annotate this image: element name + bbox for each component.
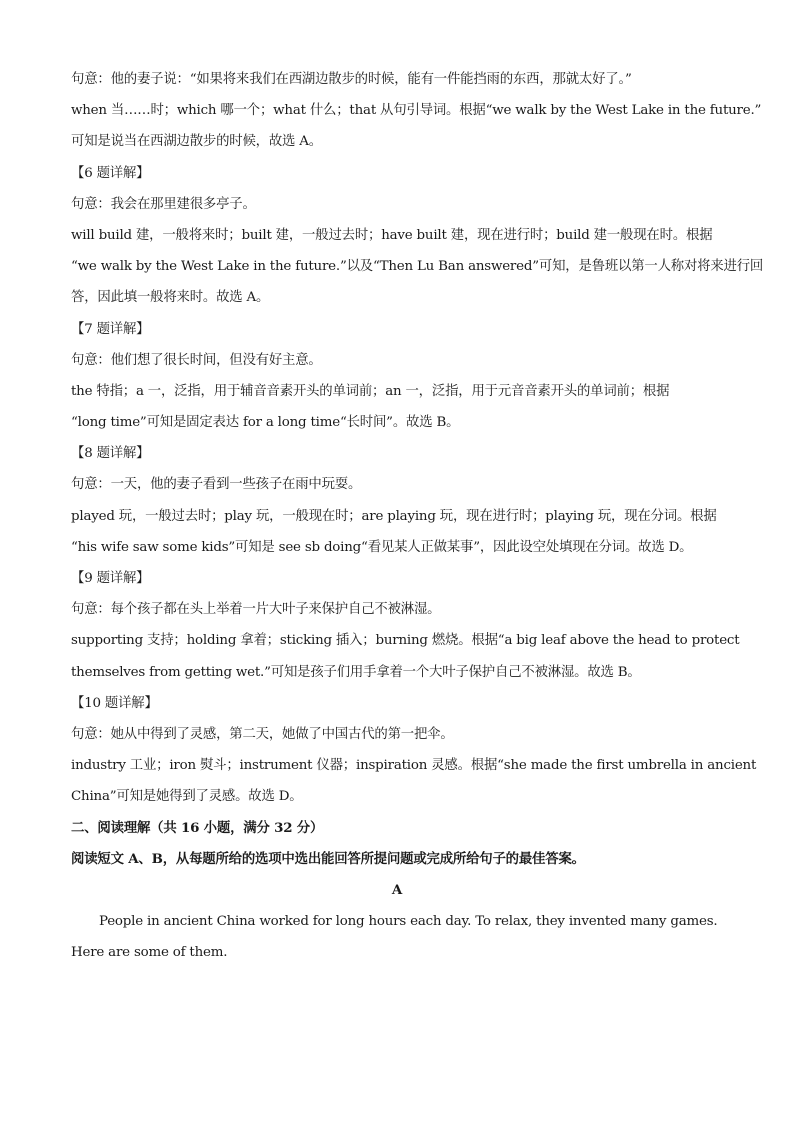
text-line: industry 工业；iron 熨斗；instrument 仪器；inspiration 灵感。根据“she made the first umbrella in ancient bbox=[71, 758, 757, 774]
bold-heading: 二、阅读理解（共 16 小题，满分 32 分） bbox=[71, 819, 324, 836]
text-line: played 玩，一般过去时；play 玩，一般现在时；are playing 玩，现在进行时；playing 玩，现在分词。根据 bbox=[71, 508, 717, 524]
document-page bbox=[71, 64, 764, 968]
section-heading: 【8 题详解】 bbox=[71, 446, 150, 462]
text-line: 句意：他的妻子说：“如果将来我们在西湖边散步的时候，能有一件能挡雨的东西，那就太好了。” bbox=[71, 72, 632, 87]
text-line: China”可知是她得到了灵感。故选 D。 bbox=[71, 789, 303, 805]
text-line: 句意：每个孩子都在头上举着一片大叶子来保护自己不被淋湿。 bbox=[71, 602, 441, 618]
text-line: 答，因此填一般将来时。故选 A。 bbox=[71, 290, 270, 306]
section-heading: 【6 题详解】 bbox=[71, 165, 150, 181]
text-line: “long time”可知是固定表达 for a long time“长时间”。故选 B。 bbox=[71, 415, 460, 431]
section-heading: 【9 题详解】 bbox=[71, 571, 150, 586]
text-line: 句意：我会在那里建很多亭子。 bbox=[71, 196, 256, 212]
text-line: when 当……时；which 哪一个；what 什么；that 从句引导词。根据“we walk by the West Lake in the future.” bbox=[71, 103, 762, 119]
text-line: 句意：一天，他的妻子看到一些孩子在雨中玩耍。 bbox=[71, 477, 362, 493]
text-line: themselves from getting wet.”可知是孩子们用手拿着一个大叶子保护自己不被淋湿。故选 B。 bbox=[71, 664, 641, 680]
text-line: “we walk by the West Lake in the future.”以及“Then Lu Ban answered”可知，是鲁班以第一人称对将来进行回 bbox=[71, 259, 764, 275]
bold-heading: 阅读短文 A、B，从每题所给的选项中选出能回答所提问题或完成所给句子的最佳答案。 bbox=[71, 850, 585, 867]
text-line: 句意：他们想了很长时间，但没有好主意。 bbox=[71, 352, 322, 368]
section-heading: 【7 题详解】 bbox=[71, 321, 150, 337]
text-line: 句意：她从中得到了灵感，第二天，她做了中国古代的第一把伞。 bbox=[71, 726, 454, 742]
passage-paragraph: People in ancient China worked for long hours each day. To relax, they invented many games. Here are some of them. bbox=[71, 914, 718, 961]
text-line: the 特指；a 一，泛指，用于辅音音素开头的单词前；an 一，泛指，用于元音音素开头的单词前；根据 bbox=[71, 383, 670, 399]
section-heading: 【10 题详解】 bbox=[71, 695, 158, 711]
text-line: 可知是说当在西湖边散步的时候，故选 A。 bbox=[71, 134, 322, 150]
passage-label: A bbox=[391, 881, 403, 898]
text-line: supporting 支持；holding 拿着；sticking 插入；burning 燃烧。根据“a big leaf above the head to protect bbox=[71, 633, 740, 649]
text-line: will build 建，一般将来时；built 建，一般过去时；have built 建，现在进行时；build 建一般现在时。根据 bbox=[71, 227, 713, 243]
text-line: “his wife saw some kids”可知是 see sb doing“看见某人正做某事”，因此设空处填现在分词。故选 D。 bbox=[71, 539, 693, 555]
